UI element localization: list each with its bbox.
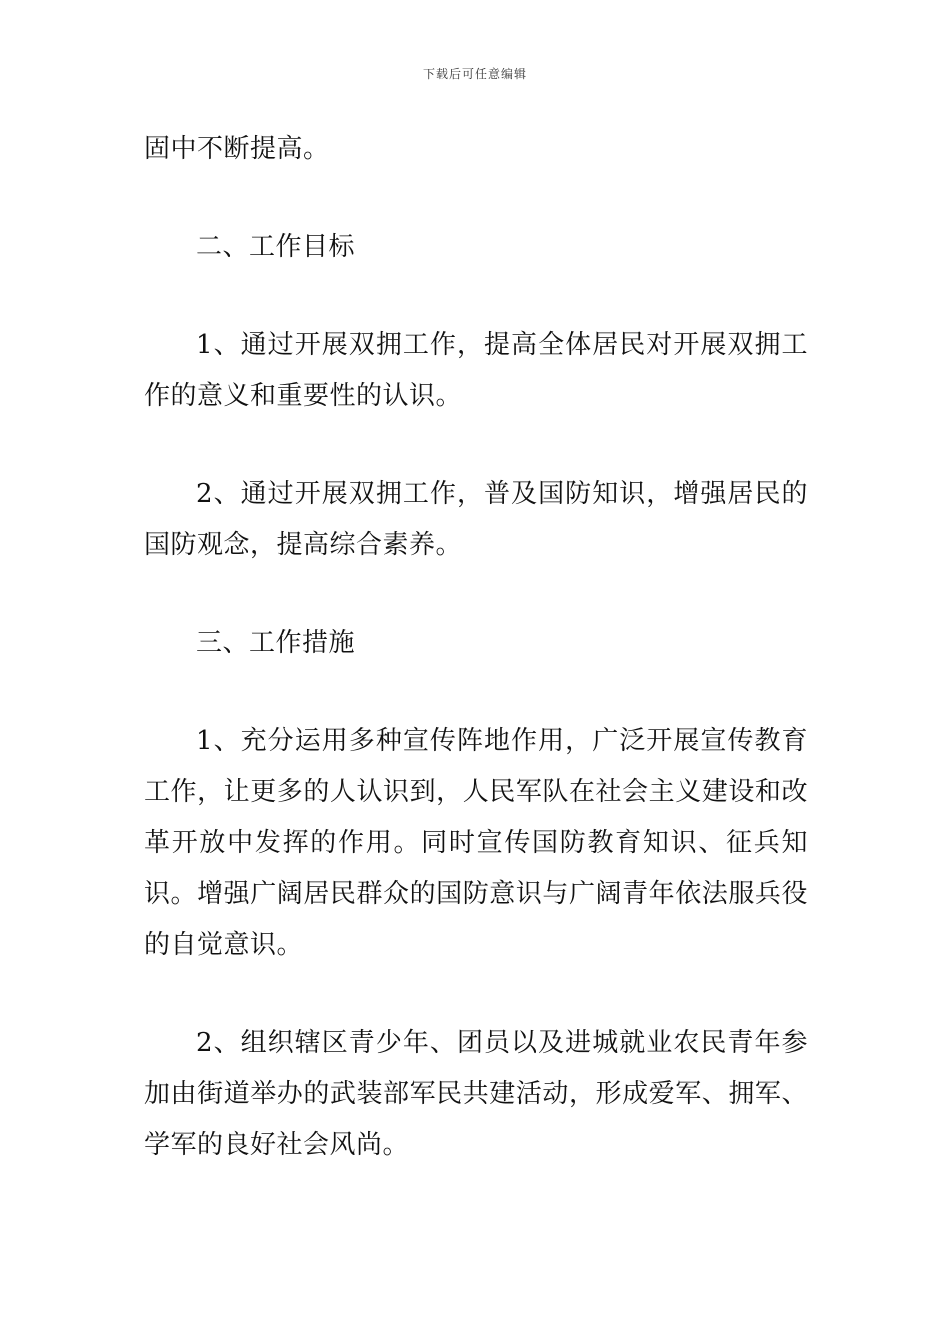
paragraph-goal-1: 1、通过开展双拥工作，提高全体居民对开展双拥工作的意义和重要性的认识。 <box>144 330 808 411</box>
document-body <box>144 124 808 1171</box>
section-heading-measures: 三、工作措施 <box>196 628 356 658</box>
paragraph-goal-2: 2、通过开展双拥工作，普及国防知识，增强居民的国防观念，提高综合素养。 <box>144 479 808 560</box>
paragraph-measure-2: 2、组织辖区青少年、团员以及进城就业农民青年参加由街道举办的武装部军民共建活动，形成爱军、拥军、学军的良好社会风尚。 <box>144 1028 808 1160</box>
section-heading-goals: 二、工作目标 <box>196 232 356 262</box>
paragraph-measure-1: 1、充分运用多种宣传阵地作用，广泛开展宣传教育工作，让更多的人认识到，人民军队在社会主义建设和改革开放中发挥的作用。同时宣传国防教育知识、征兵知识。增强广阔居民群众的国防意识与广阔青年依法服兵役的自觉意识。 <box>144 726 808 960</box>
header-note: 下载后可任意编辑 <box>422 67 527 81</box>
paragraph-continuation: 固中不断提高。 <box>144 134 330 164</box>
